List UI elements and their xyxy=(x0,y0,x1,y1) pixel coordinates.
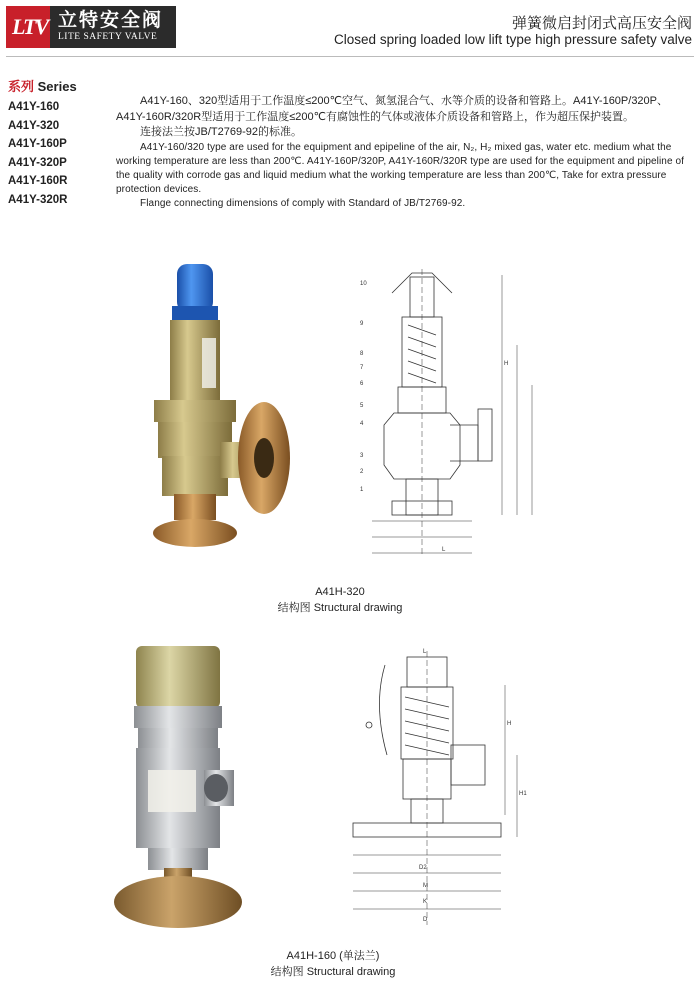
valve-photo-1 xyxy=(140,258,300,558)
dim-h: H xyxy=(504,361,509,367)
series-item: A41Y-160P xyxy=(8,138,67,151)
part-4: 4 xyxy=(360,421,364,427)
valve-photo-2 xyxy=(108,640,258,940)
series-item: A41Y-160R xyxy=(8,175,68,188)
series-item: A41Y-320R xyxy=(8,193,68,206)
part-1: 1 xyxy=(360,487,364,493)
structural-drawing-2 xyxy=(345,645,530,935)
part-7: 7 xyxy=(360,365,364,371)
part-5: 5 xyxy=(360,403,364,409)
dim-l: L xyxy=(442,547,446,553)
dim-h1: H1 xyxy=(519,791,527,797)
logo-cn: 立特安全阀 xyxy=(58,10,164,31)
series-item: A41Y-320 xyxy=(8,119,60,132)
dim-k: K xyxy=(423,899,428,905)
series-list xyxy=(8,98,67,210)
figure-2-model: A41H-160 (单法兰) xyxy=(286,950,380,962)
part-9: 9 xyxy=(360,321,364,327)
figure-1-caption xyxy=(260,584,420,616)
logo xyxy=(6,6,176,48)
series-item: A41Y-160 xyxy=(8,101,60,113)
logo-en: LITE SAFETY VALVE xyxy=(58,32,158,42)
series-heading: 系列 Series xyxy=(8,79,77,94)
header-divider xyxy=(6,56,694,57)
desc-cn-1: A41Y-160、320型适用于工作温度≤200℃空气、氮氢混合气、水等介质的设备和管路上。A41Y-160P/320P、A41Y-160R/320R型适用于工作温度≤200℃有腐蚀性的气体或液体介质设备和管路上，作为超压保护装置。 xyxy=(116,95,669,123)
dim-d: D xyxy=(423,917,428,923)
figure-1-model: A41H-320 xyxy=(315,586,365,598)
description xyxy=(116,94,694,211)
figure-2-caption-text: 结构图 Structural drawing xyxy=(270,966,396,978)
desc-en-1: A41Y-160/320 type are used for the equipment and epipeline of the air, N₂, H₂ mixed gas, water etc. medium what the working temperature are less than 200℃. A41Y-160P/320P, A41Y-160R/320R type are used for the equipment and pipeline of the quality with corrode gas and liquid medium what the working temperature are less than 200℃, Take for extra pressure protection devices. xyxy=(116,141,685,195)
page-title-cn: 弹簧微启封闭式高压安全阀 xyxy=(511,15,692,32)
dim-d2: D2 xyxy=(419,865,427,871)
logo-mark: LTV xyxy=(6,6,50,48)
desc-cn-2: 连接法兰按JB/T2769-92的标准。 xyxy=(140,126,302,139)
part-6: 6 xyxy=(360,381,364,387)
part-8: 8 xyxy=(360,351,364,357)
part-2: 2 xyxy=(360,469,364,475)
part-10: 10 xyxy=(360,281,367,287)
dim-h2: H xyxy=(507,721,512,727)
figure-1-caption-text: 结构图 Structural drawing xyxy=(277,602,403,614)
page-title-en: Closed spring loaded low lift type high pressure safety valve xyxy=(334,32,692,47)
figure-2-caption xyxy=(248,948,418,980)
series-item: A41Y-320P xyxy=(8,156,67,169)
part-3: 3 xyxy=(360,453,364,459)
structural-drawing-1 xyxy=(352,265,547,565)
desc-en-2: Flange connecting dimensions of comply with Standard of JB/T2769-92. xyxy=(140,197,466,209)
dim-m: M xyxy=(423,883,428,889)
dim-l-top: L xyxy=(423,649,427,655)
